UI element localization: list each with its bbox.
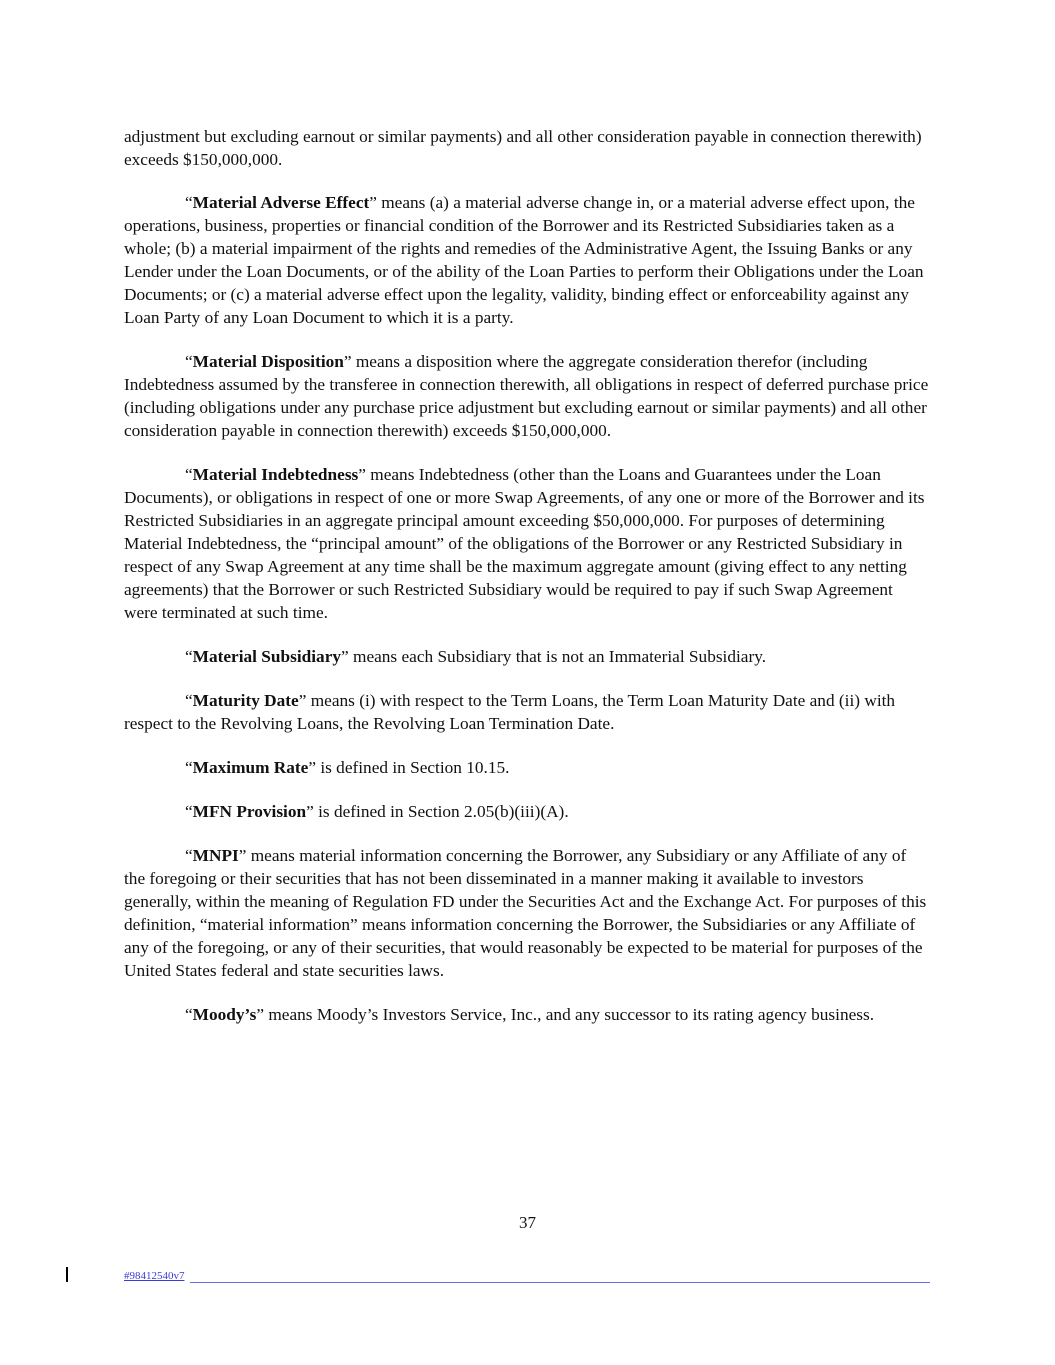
definition-maximum-rate: “Maximum Rate” is defined in Section 10.15.: [185, 758, 510, 777]
intro-paragraph: adjustment but excluding earnout or similar payments) and all other consideration payable in connection therewith) exceeds $150,000,000.: [124, 127, 922, 169]
definition-text: means (a) a material adverse change in, or a material adverse effect upon, the operations, business, properties or financial condition of the Borrower and its Restricted Subsidiaries taken as a whole; (b) a material impairment of the rights and remedies of the Administrative Agent, the Issuing Banks or any Lender under the Loan Documents, or of the ability of the Loan Parties to perform their Obligations under the Loan Documents; or (c) a material adverse effect upon the legality, validity, binding effect or enforceability against any Loan Party of any Loan Document to which it is a party.: [124, 193, 924, 327]
definition-text: means each Subsidiary that is not an Immaterial Subsidiary.: [348, 647, 767, 666]
revision-change-bar: [66, 1267, 68, 1282]
document-id-link[interactable]: #98412540v7: [124, 1270, 185, 1282]
definition-mnpi: “MNPI” means material information concerning the Borrower, any Subsidiary or any Affiliate of any of the foregoing or their securities that has not been disseminated in a manner making it available to investors generally, within the meaning of Regulation FD under the Securities Act and the Exchange Act. For purposes of this definition, “material information” means information concerning the Borrower, the Subsidiaries or any Affiliate of any of the foregoing, or any of their securities, that would reasonably be expected to be material for purposes of the United States federal and state securities laws.: [124, 846, 927, 980]
definition-material-indebtedness: “Material Indebtedness” means Indebtedness (other than the Loans and Guarantees under the Loan Documents), or obligations in respect of one or more Swap Agreements, of any one or more of the Borrower and its Restricted Subsidiaries in an aggregate principal amount exceeding $50,000,000. For purposes of determining Material Indebtedness, the “principal amount” of the obligations of the Borrower or any Restricted Subsidiary in respect of any Swap Agreement at any time shall be the maximum aggregate amount (giving effect to any netting agreements) that the Borrower or such Restricted Subsidiary would be required to pay if such Swap Agreement were terminated at such time.: [124, 465, 925, 622]
page-number: 37: [519, 1213, 536, 1232]
defined-term: Material Adverse Effect: [192, 193, 370, 212]
defined-term: Moody’s: [192, 1005, 257, 1024]
definition-text: means a disposition where the aggregate consideration therefor (including Indebtedness assumed by the transferee in connection therewith, all obligations in respect of deferred purchase price (including obligations under any purchase price adjustment but excluding earnout or similar payments) and all other consideration payable in connection therewith) exceeds $150,000,000.: [124, 352, 929, 440]
definition-mfn-provision: “MFN Provision” is defined in Section 2.05(b)(iii)(A).: [185, 802, 569, 821]
defined-term: MNPI: [192, 846, 239, 865]
defined-term: Maximum Rate: [192, 758, 309, 777]
defined-term: MFN Provision: [192, 802, 307, 821]
defined-term: Material Disposition: [192, 352, 344, 371]
definition-material-subsidiary: “Material Subsidiary” means each Subsidiary that is not an Immaterial Subsidiary.: [185, 647, 767, 666]
defined-term: Maturity Date: [192, 691, 299, 710]
definition-maturity-date: “Maturity Date” means (i) with respect to the Term Loans, the Term Loan Maturity Date and (ii) with respect to the Revolving Loans, the Revolving Loan Termination Date.: [124, 691, 896, 733]
footer-rule: [190, 1282, 930, 1283]
definition-material-disposition: “Material Disposition” means a disposition where the aggregate consideration therefor (including Indebtedness assumed by the transferee in connection therewith, all obligations in respect of deferred purchase price (including obligations under any purchase price adjustment but excluding earnout or similar payments) and all other consideration payable in connection therewith) exceeds $150,000,000.: [124, 352, 929, 440]
defined-term: Material Indebtedness: [192, 465, 359, 484]
definition-text: means (i) with respect to the Term Loans, the Term Loan Maturity Date and (ii) with respect to the Revolving Loans, the Revolving Loan Termination Date.: [124, 691, 896, 733]
document-body: [124, 125, 930, 1047]
definition-moodys: “Moody’s” means Moody’s Investors Service, Inc., and any successor to its rating agency business.: [185, 1005, 875, 1024]
definition-text: means Moody’s Investors Service, Inc., and any successor to its rating agency business.: [264, 1005, 875, 1024]
defined-term: Material Subsidiary: [192, 647, 342, 666]
definition-text: means material information concerning the Borrower, any Subsidiary or any Affiliate of any of the foregoing or their securities that has not been disseminated in a manner making it available to investors generally, within the meaning of Regulation FD under the Securities Act and the Exchange Act. For purposes of this definition, “material information” means information concerning the Borrower, the Subsidiaries or any Affiliate of any of the foregoing, or any of their securities, that would reasonably be expected to be material for purposes of the United States federal and state securities laws.: [124, 846, 927, 980]
definition-text: means Indebtedness (other than the Loans and Guarantees under the Loan Documents), or obligations in respect of one or more Swap Agreements, of any one or more of the Borrower and its Restricted Subsidiaries in an aggregate principal amount exceeding $50,000,000. For purposes of determining Material Indebtedness, the “principal amount” of the obligations of the Borrower or any Restricted Subsidiary in respect of any Swap Agreement at any time shall be the maximum aggregate amount (giving effect to any netting agreements) that the Borrower or such Restricted Subsidiary would be required to pay if such Swap Agreement were terminated at such time.: [124, 465, 925, 622]
definition-material-adverse-effect: “Material Adverse Effect” means (a) a material adverse change in, or a material adverse effect upon, the operations, business, properties or financial condition of the Borrower and its Restricted Subsidiaries taken as a whole; (b) a material impairment of the rights and remedies of the Administrative Agent, the Issuing Banks or any Lender under the Loan Documents, or of the ability of the Loan Parties to perform their Obligations under the Loan Documents; or (c) a material adverse effect upon the legality, validity, binding effect or enforceability against any Loan Party of any Loan Document to which it is a party.: [124, 193, 924, 327]
definition-text: is defined in Section 10.15.: [316, 758, 510, 777]
definition-text: is defined in Section 2.05(b)(iii)(A).: [313, 802, 569, 821]
